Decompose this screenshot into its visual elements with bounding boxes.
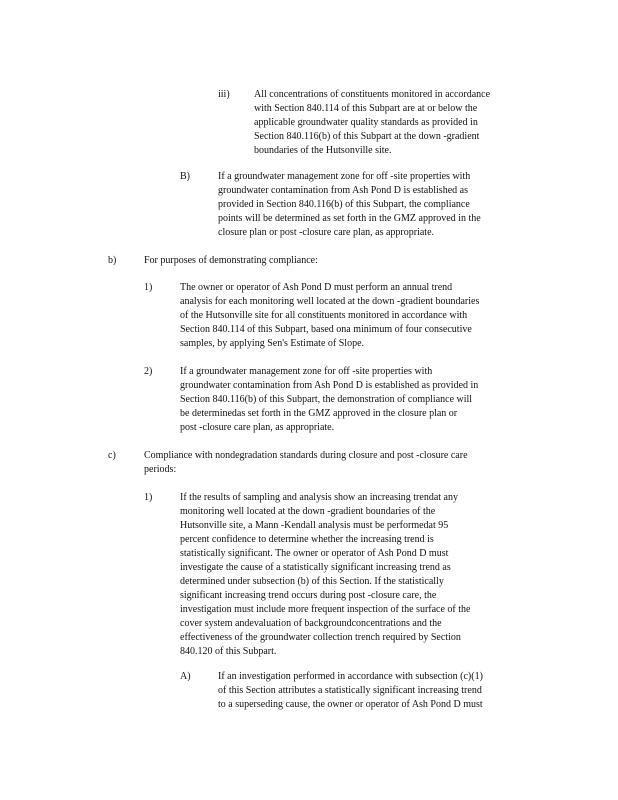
text-line: samples, by applying Sen's Estimate of Slope.: [180, 338, 365, 349]
text-line: periods:: [144, 464, 177, 475]
text-line: analysis for each monitoring well located at the down -gradient boundaries: [180, 296, 480, 307]
text-line: effectiveness of the groundwater collection trench required by Section: [180, 632, 461, 643]
text-line: of this Section attributes a statistically significant increasing trend: [218, 685, 482, 696]
paragraph-text-c: [144, 449, 530, 477]
text-line: percent confidence to determine whether the increasing trend is: [180, 534, 434, 545]
text-line: of the Hutsonville site for all constituents monitored in accordance with: [180, 310, 468, 321]
paragraph-text-c-1-A: [218, 670, 534, 712]
paragraph-marker-b-2: 2): [144, 366, 153, 377]
text-line: boundaries of the Hutsonville site.: [254, 145, 392, 156]
text-line: with Section 840.114 of this Subpart are at or below the: [254, 103, 478, 114]
paragraph-text-c-1: [180, 491, 532, 659]
text-line: be determinedas set forth in the GMZ approved in the closure plan or: [180, 408, 458, 419]
text-line: All concentrations of constituents monitored in accordance: [254, 89, 491, 100]
text-line: significant increasing trend occurs during post -closure care, the: [180, 590, 437, 601]
paragraph-text-b: [144, 254, 444, 268]
text-line: cover system andevaluation of backgroundconcentrations and the: [180, 618, 442, 629]
text-line: 840.120 of this Subpart.: [180, 646, 277, 657]
text-line: Compliance with nondegradation standards during closure and post -closure care: [144, 450, 468, 461]
text-line: determined under subsection (b) of this Section. If the statistically: [180, 576, 444, 587]
paragraph-marker-c: c): [108, 450, 116, 461]
text-line: Section 840.116(b) of this Subpart, the demonstration of compliance will: [180, 394, 473, 405]
paragraph-text-b-2: [180, 365, 542, 435]
text-line: monitoring well located at the down -gradient boundaries of the: [180, 506, 436, 517]
text-line: groundwater contamination from Ash Pond D is established as: [218, 185, 468, 196]
text-line: statistically significant. The owner or operator of Ash Pond D must: [180, 548, 449, 559]
text-line: closure plan or post -closure care plan, as appropriate.: [218, 227, 435, 238]
text-line: investigate the cause of a statistically significant increasing trend as: [180, 562, 451, 573]
paragraph-text-b-1: [180, 281, 532, 351]
text-line: Hutsonville site, a Mann -Kendall analysis must be performedat 95: [180, 520, 449, 531]
text-line: If the results of sampling and analysis show an increasing trendat any: [180, 492, 458, 503]
paragraph-marker-iii: iii): [218, 89, 230, 100]
paragraph-marker-c-1-A: A): [180, 671, 191, 682]
paragraph-marker-c-1: 1): [144, 492, 153, 503]
text-line: points will be determined as set forth in the GMZ approved in the: [218, 213, 481, 224]
paragraph-marker-b: b): [108, 255, 117, 266]
text-line: If an investigation performed in accordance with subsection (c)(1): [218, 671, 483, 682]
text-line: Section 840.114 of this Subpart, based ona minimum of four consecutive: [180, 324, 472, 335]
text-line: Section 840.116(b) of this Subpart at the down -gradient: [254, 131, 480, 142]
text-line: If a groundwater management zone for off -site properties with: [218, 171, 471, 182]
text-line: post -closure care plan, as appropriate.: [180, 422, 335, 433]
paragraph-text-B: [218, 170, 534, 240]
text-line: investigation must include more frequent inspection of the surface of the: [180, 604, 471, 615]
text-line: If a groundwater management zone for off -site properties with: [180, 366, 433, 377]
text-line: applicable groundwater quality standards as provided in: [254, 117, 478, 128]
paragraph-marker-B: B): [180, 171, 190, 182]
text-line: provided in Section 840.116(b) of this Subpart, the compliance: [218, 199, 470, 210]
paragraph-marker-b-1: 1): [144, 282, 153, 293]
text-line: For purposes of demonstrating compliance:: [144, 255, 318, 266]
text-line: The owner or operator of Ash Pond D must perform an annual trend: [180, 282, 453, 293]
paragraph-text-iii: [254, 88, 528, 158]
text-line: to a superseding cause, the owner or operator of Ash Pond D must: [218, 699, 483, 710]
text-line: groundwater contamination from Ash Pond D is established as provided in: [180, 380, 479, 391]
